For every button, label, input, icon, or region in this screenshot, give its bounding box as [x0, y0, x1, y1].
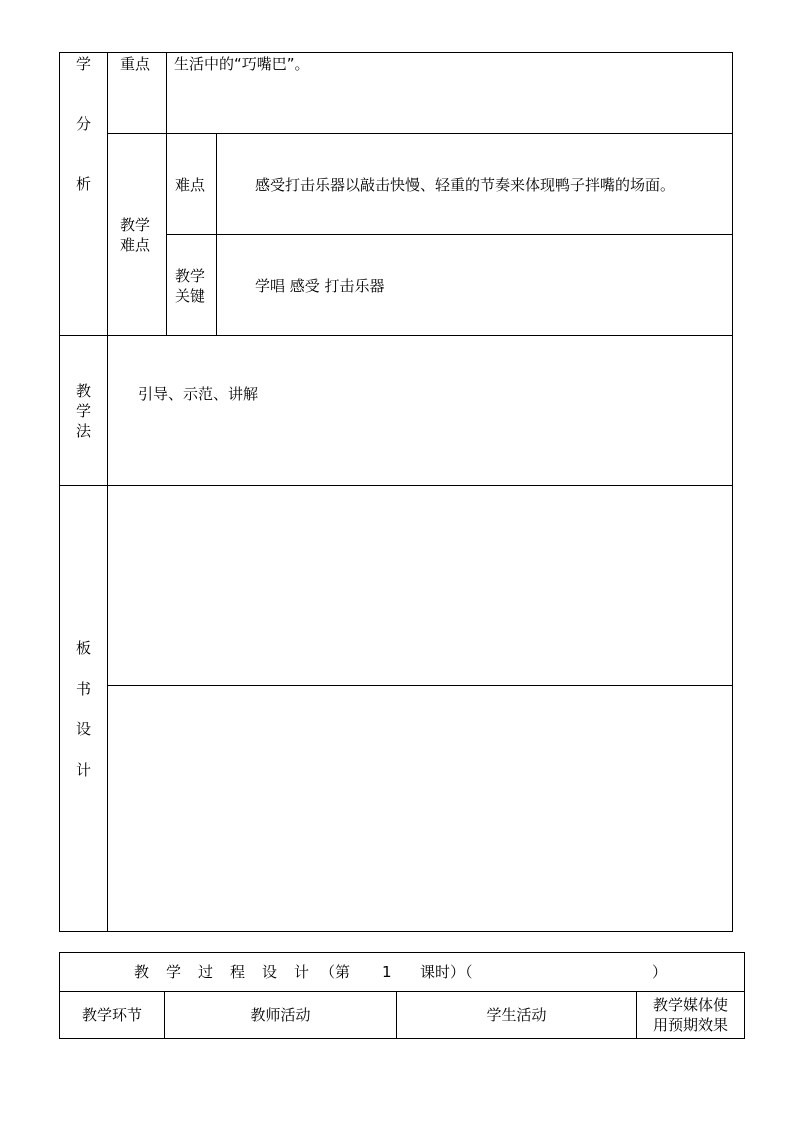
row-divider-analysis-end	[59, 335, 733, 336]
row-divider-method-end	[59, 485, 733, 486]
difficulty-text: 感受打击乐器以敲击快慢、轻重的节奏来体现鸭子拌嘴的场面。	[255, 176, 676, 194]
process-bottom-border	[59, 1038, 745, 1039]
analysis-label-1: 学	[75, 55, 91, 73]
board-label-3: 设	[75, 720, 91, 738]
process-title-lesson-number: 1	[382, 963, 392, 981]
column-header-teacher-activity: 教师活动	[250, 1006, 311, 1024]
method-label-3: 法	[75, 422, 91, 440]
process-top-border	[59, 952, 745, 953]
teaching-difficulty-label-line-2: 难点	[120, 236, 151, 254]
process-title-char-5: 设	[262, 963, 278, 981]
column-divider-label	[107, 52, 108, 932]
analysis-label-2: 分	[75, 115, 91, 133]
row-divider-board-mid	[107, 685, 733, 686]
teaching-key-label-line-1: 教学	[175, 267, 206, 285]
table-bottom-border	[59, 931, 733, 932]
process-header-divider	[59, 991, 745, 992]
process-title-paren-close: ）	[652, 963, 668, 981]
method-text: 引导、示范、讲解	[138, 385, 259, 403]
teaching-key-label-line-2: 关键	[175, 287, 206, 305]
column-header-media-effect	[637, 995, 744, 1035]
process-right-border	[744, 952, 745, 1039]
table-right-border	[732, 52, 733, 932]
method-label	[60, 381, 107, 441]
process-title-char-4: 程	[230, 963, 246, 981]
column-divider-sublabel	[166, 52, 167, 336]
column-header-media-effect-line-1: 教学媒体使	[652, 996, 728, 1014]
board-label-4: 计	[75, 761, 91, 779]
table-top-border	[59, 52, 733, 53]
process-title-char-3: 过	[198, 963, 214, 981]
process-title-char-6: 计	[294, 963, 310, 981]
teaching-key-text: 学唱 感受 打击乐器	[255, 277, 385, 295]
column-divider-inner-label	[216, 133, 217, 336]
row-divider-keypoint	[107, 133, 733, 134]
key-point-label: 重点	[120, 55, 151, 73]
process-title-char-1: 教	[134, 963, 150, 981]
teaching-difficulty-label-line-1: 教学	[120, 216, 151, 234]
process-title-lesson-close: 课时）（	[420, 963, 473, 981]
column-header-teaching-stage: 教学环节	[81, 1006, 142, 1024]
difficulty-label: 难点	[175, 176, 206, 194]
board-label-1: 板	[75, 639, 91, 657]
analysis-label-3: 析	[75, 175, 91, 193]
teaching-key-label	[175, 266, 205, 306]
column-header-student-activity: 学生活动	[486, 1006, 547, 1024]
row-divider-difficulty	[166, 234, 733, 235]
method-label-2: 学	[75, 402, 91, 420]
process-title-lesson-open: （第	[320, 963, 351, 981]
process-title-char-2: 学	[166, 963, 182, 981]
process-left-border	[59, 952, 60, 1039]
board-label-2: 书	[75, 680, 91, 698]
key-point-text: 生活中的“巧嘴巴”。	[174, 55, 310, 73]
column-header-media-effect-line-2: 用预期效果	[652, 1016, 728, 1034]
method-label-1: 教	[75, 382, 91, 400]
teaching-difficulty-label	[120, 215, 150, 255]
